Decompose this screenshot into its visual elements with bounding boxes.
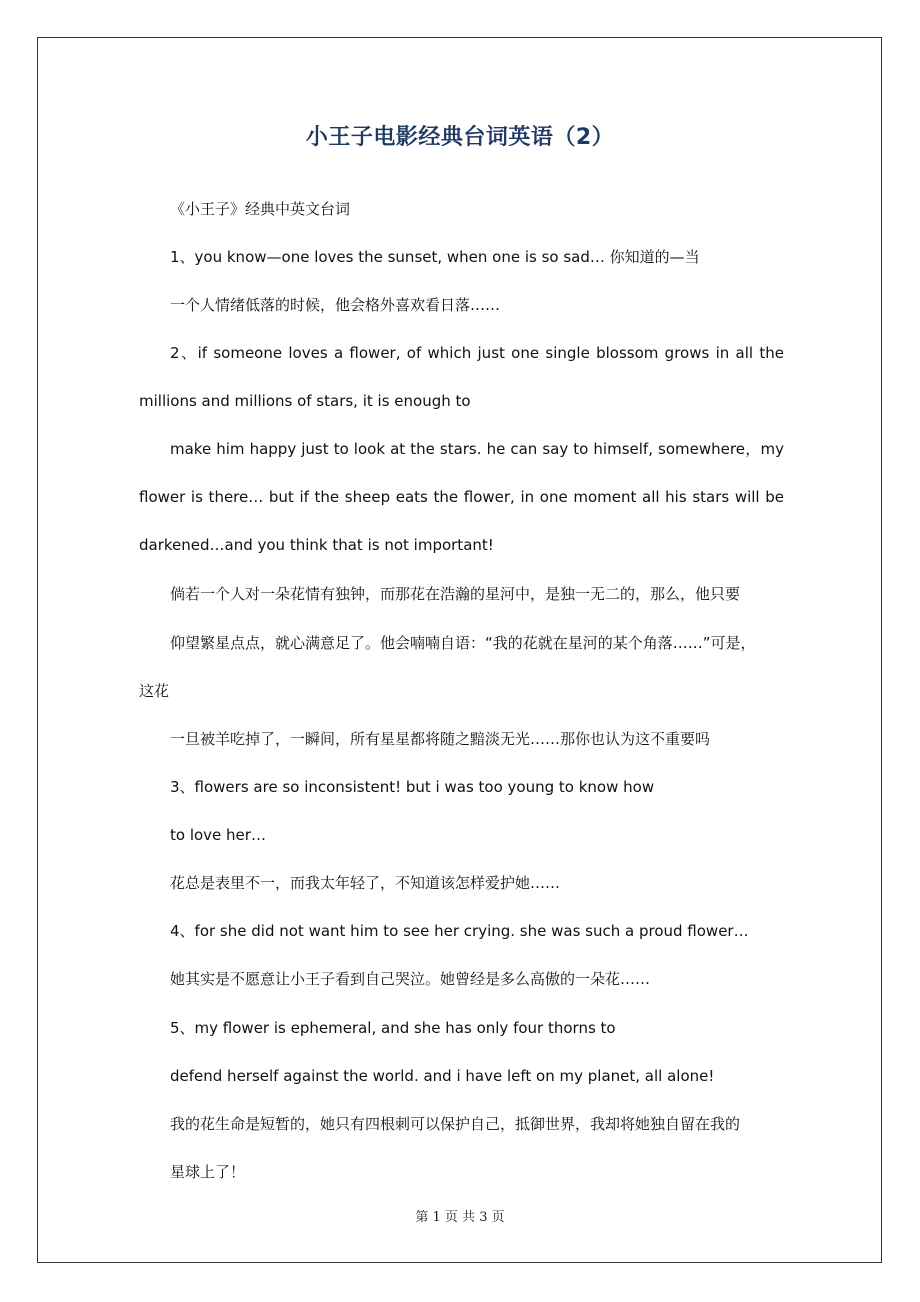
text-line: 星球上了！: [170, 1163, 246, 1181]
text-line: millions and millions of stars, it is enough to: [139, 392, 471, 410]
document-title: 小王子电影经典台词英语（2）: [305, 125, 615, 150]
text-line: to love her…: [170, 826, 266, 844]
text-line: darkened…and you think that is not important!: [139, 536, 494, 554]
text-line: 她其实是不愿意让小王子看到自己哭泣。她曾经是多么高傲的一朵花……: [170, 970, 651, 988]
text-line: 花总是表里不一，而我太年轻了，不知道该怎样爱护她……: [170, 874, 561, 892]
text-line: 5、my flower is ephemeral, and she has only four thorns to: [170, 1019, 616, 1037]
text-line: 3、flowers are so inconsistent! but i was too young to know how: [170, 778, 655, 796]
text-line: 一旦被羊吃掉了，一瞬间，所有星星都将随之黯淡无光……那你也认为这不重要吗: [170, 730, 711, 748]
text-line: 2、if someone loves a flower, of which just one single blossom grows in all the: [170, 344, 784, 362]
text-line: 这花: [139, 682, 170, 700]
text-line: 仰望繁星点点，就心满意足了。他会喃喃自语：“我的花就在星河的某个角落……”可是，: [170, 634, 756, 652]
text-line: 一个人情绪低落的时候，他会格外喜欢看日落……: [170, 296, 501, 314]
text-line: defend herself against the world. and i have left on my planet, all alone!: [170, 1067, 715, 1085]
text-line: 1、you know—one loves the sunset, when one is so sad… 你知道的—当: [170, 248, 700, 266]
text-line: 我的花生命是短暂的，她只有四根刺可以保护自己，抵御世界，我却将她独自留在我的: [170, 1115, 741, 1133]
text-line: make him happy just to look at the stars. he can say to himself, somewhere，my: [170, 440, 784, 458]
text-line: 4、for she did not want him to see her crying. she was such a proud flower…: [170, 922, 749, 940]
text-line: flower is there… but if the sheep eats the flower, in one moment all his stars will be: [139, 488, 784, 506]
text-line: 倘若一个人对一朵花情有独钟，而那花在浩瀚的星河中，是独一无二的，那么，他只要: [170, 585, 741, 603]
text-line: 《小王子》经典中英文台词: [170, 200, 351, 218]
page-number-footer: 第 1 页 共 3 页: [415, 1210, 505, 1225]
